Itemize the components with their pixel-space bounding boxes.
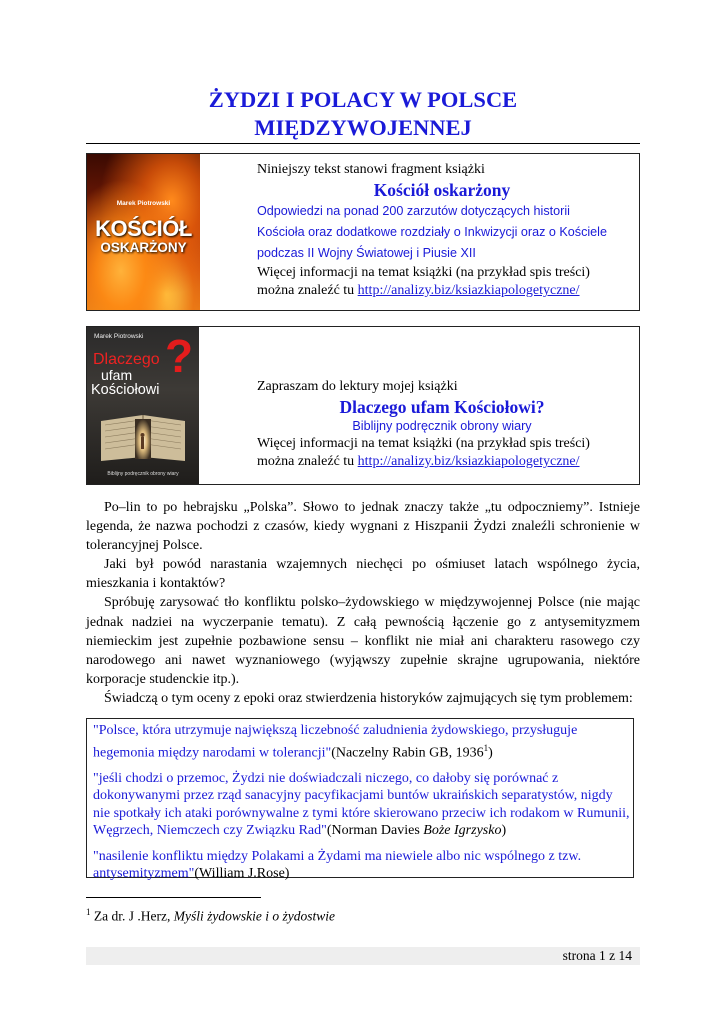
cover-subtitle: Biblijny podręcznik obrony wiary: [107, 471, 179, 477]
cover-title-line-3: Kościołowi: [91, 382, 160, 398]
paragraph-1: Po–lin to po hebrajsku „Polska”. Słowo to jednak znaczy także „tu odpoczniemy”. Istnieje legenda, że nazwa pochodzi z czasów, kiedy wygnani z Hiszpanii Żydzi znaleźli schronienie w tolerancyjnej Polsce.: [86, 500, 640, 554]
page-footer: [86, 947, 640, 965]
quote-3-source: (William J.Rose): [194, 866, 290, 882]
quote-2-book-title: Boże Igrzysko: [423, 823, 502, 839]
book-2-link-prefix: można znaleźć tu: [257, 454, 358, 469]
book-1-desc-line-2: Kościoła oraz dodatkowe rozdziały o Inkwizycji oraz o Kościele: [257, 225, 607, 239]
quote-3: [93, 848, 633, 883]
quote-3-text: "nasilenie konfliktu między Polakami a Żydami ma niewiele albo nic wspólnego z tzw. antysemityzmem": [93, 848, 582, 882]
cover-title-line-2: ufam: [101, 367, 133, 383]
footnote-text: Za dr. J .Herz,: [90, 908, 174, 924]
book-1-link[interactable]: http://analizy.biz/ksiazkiapologetyczne/: [357, 283, 580, 298]
quote-2-text: "jeśli chodzi o przemoc, Żydzi nie doświadczali niczego, co dałoby się porównać z dokonywanymi przez rząd sanacyjny pacyfikacjami buntów ukraińskich separatystów, nigdy nie spotkały ich ataki porównywalne z tymi które skierowano przeciw ich rodakom w Rumunii, Węgrzech, Niemczech czy Związku Rad": [93, 770, 630, 839]
quote-1-close: ): [488, 745, 493, 761]
cover-author: Marek Piotrowski: [116, 200, 171, 207]
footnote-title: Myśli żydowskie i o żydostwie: [173, 908, 335, 924]
open-book-illustration: [97, 407, 189, 467]
book-promo-box-2: [86, 326, 640, 485]
cover-title-line-1: KOŚCIÓŁ: [95, 216, 192, 241]
quote-2-source: (Norman Davies: [326, 823, 424, 839]
book-2-subtitle: Biblijny podręcznik obrony wiary: [352, 419, 532, 433]
book-2-intro: Zapraszam do lektury mojej książki: [257, 379, 458, 394]
footnote: [86, 903, 335, 926]
article-body: [86, 498, 640, 708]
quote-2: [93, 770, 633, 840]
book-promo-box-1: [86, 153, 640, 311]
footnote-ref-1[interactable]: 1: [483, 742, 489, 753]
book-1-desc-line-3: podczas II Wojny Światowej i Piusie XII: [257, 246, 476, 260]
paragraph-3: Spróbuję zarysować tło konfliktu polsko–żydowskiego w międzywojennej Polsce (nie mając jednak nadziei na wyczerpanie tematu). Z całą pewnością łączenie go z antysemityzmem niemieckim jest zupełnie pozbawione sensu – konflikt nie miał ani charakteru rasowego czy narodowego ani nawet wyznaniowego (wyjąwszy zupełnie skrajne ugrupowania, niektóre korporacje studenckie itp.).: [86, 595, 640, 687]
book-2-text: [257, 378, 627, 471]
book-2-link[interactable]: http://analizy.biz/ksiazkiapologetyczne/: [357, 454, 580, 469]
quotes-box: [86, 718, 634, 882]
book-2-title: Dlaczego ufam Kościołowi?: [339, 397, 545, 417]
title-divider: [86, 143, 640, 144]
footnote-divider: [86, 897, 261, 898]
quote-1-source: (Naczelny Rabin GB, 1936: [331, 745, 484, 761]
page-title: [86, 86, 640, 142]
book-1-title: Kościół oskarżony: [373, 180, 511, 200]
quote-1-text: "Polsce, która utrzymuje największą liczebność zaludnienia żydowskiego, przysługuje hegemonia między narodami w tolerancji": [93, 723, 578, 761]
title-line-2: MIĘDZYWOJENNEJ: [254, 115, 472, 140]
title-line-1: ŻYDZI I POLACY W POLSCE: [208, 87, 518, 112]
cover-title-line-2: OSKARŻONY: [100, 240, 187, 255]
page-number: strona 1 z 14: [562, 948, 632, 963]
footnote-number: 1: [86, 907, 91, 917]
book-cover-kosciol-oskarzony[interactable]: [87, 154, 200, 310]
book-1-link-line: [257, 282, 627, 300]
cover-author: Marek Piotrowski: [94, 333, 144, 340]
book-1-text: [257, 161, 627, 300]
book-2-more-info: Więcej informacji na temat książki (na przykład spis treści): [257, 436, 590, 451]
cover-title-line-1: Dlaczego: [93, 351, 160, 368]
cover-question-mark: ?: [165, 330, 194, 382]
quote-1: [93, 722, 633, 762]
book-1-link-prefix: można znaleźć tu: [257, 283, 358, 298]
book-cover-dlaczego-ufam[interactable]: [87, 327, 199, 484]
book-1-intro: Niniejszy tekst stanowi fragment książki: [257, 162, 485, 177]
book-1-desc-line-1: Odpowiedzi na ponad 200 zarzutów dotyczących historii: [257, 204, 570, 218]
book-1-more-info: Więcej informacji na temat książki (na przykład spis treści): [257, 265, 590, 280]
paragraph-4: Świadczą o tym oceny z epoki oraz stwierdzenia historyków zajmujących się tym problemem:: [104, 690, 633, 706]
paragraph-2: Jaki był powód narastania wzajemnych niechęci po ośmiuset latach wspólnego życia, mieszkania i kontaktów?: [86, 557, 640, 592]
book-2-link-line: [257, 453, 627, 471]
quote-2-close: ): [501, 823, 507, 839]
